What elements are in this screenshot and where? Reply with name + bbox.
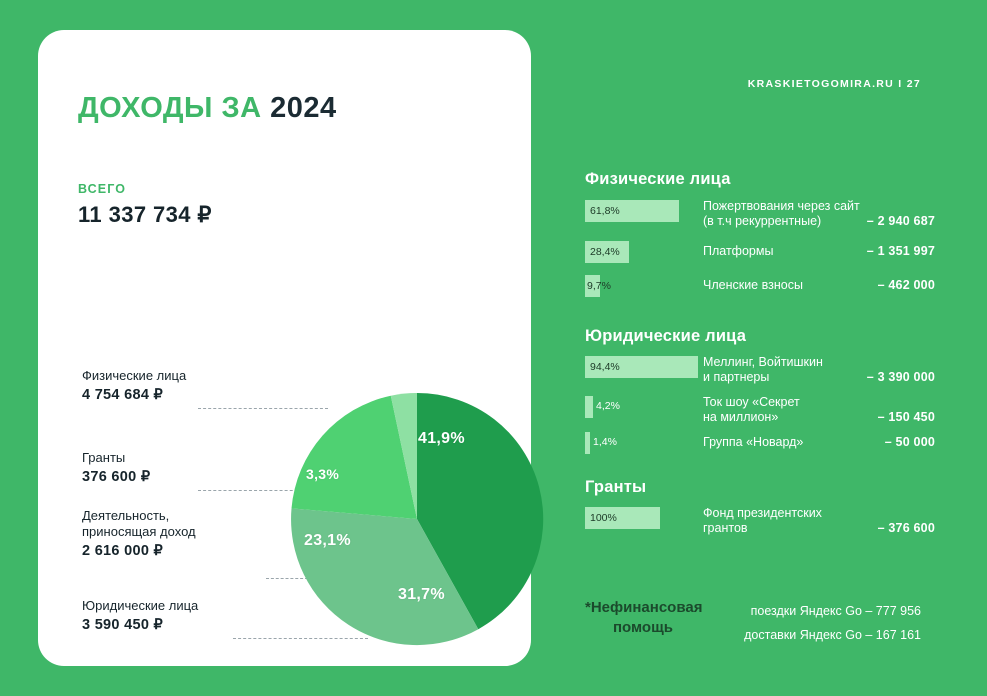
bar-amount: – 1 351 997 xyxy=(866,244,935,258)
footnote-title-line1: *Нефинансовая xyxy=(585,599,703,616)
legend-item-individuals xyxy=(82,368,312,403)
bar-amount: – 50 000 xyxy=(884,435,935,449)
section-title-grants: Гранты xyxy=(585,478,647,496)
bar-percent: 28,4% xyxy=(590,246,620,258)
section-title-individuals: Физические лица xyxy=(585,170,731,188)
bar-row xyxy=(585,241,935,267)
bar-percent: 4,2% xyxy=(596,400,620,412)
bar-label xyxy=(703,506,863,536)
legend-item-value: 2 616 000 ₽ xyxy=(82,543,164,559)
bar-fill xyxy=(585,200,679,222)
bar-fill xyxy=(585,396,593,418)
bar-percent: 9,7% xyxy=(587,280,611,292)
bar-row xyxy=(585,507,935,533)
pie-svg xyxy=(286,388,548,650)
legend-item-grants xyxy=(82,450,312,485)
legend-item-label: Физические лица xyxy=(82,368,187,383)
total-label: ВСЕГО xyxy=(78,182,127,196)
bar-row xyxy=(585,432,935,458)
bar-label: Членские взносы xyxy=(703,278,803,292)
bar-label-line1: Меллинг, Войтишкин xyxy=(703,355,823,369)
legend-item-label-2: приносящая доход xyxy=(82,524,196,539)
bar-amount: – 150 450 xyxy=(877,410,935,424)
bar-fill xyxy=(585,275,611,297)
pie-label-individuals: 41,9% xyxy=(418,430,465,447)
bar-label-line2: (в т.ч рекуррентные) xyxy=(703,214,822,228)
total-value: 11 337 734 ₽ xyxy=(78,202,212,227)
site-credit: KRASKIETOGOMIRA.RU I 27 xyxy=(747,78,921,90)
bar-label-line2: и партнеры xyxy=(703,370,770,384)
footnote-title-line2: помощь xyxy=(613,619,673,636)
bar-percent: 94,4% xyxy=(590,361,620,373)
bar-label: Группа «Новард» xyxy=(703,435,804,449)
bar-label-line1: Фонд президентских xyxy=(703,506,822,520)
bar-fill xyxy=(585,432,590,454)
legend-item-value: 376 600 ₽ xyxy=(82,469,151,485)
bar-label-line1: Пожертвования через сайт xyxy=(703,199,860,213)
bar-amount: – 2 940 687 xyxy=(866,214,935,228)
bar-fill xyxy=(585,241,629,263)
bar-amount: – 376 600 xyxy=(877,521,935,535)
section-title-legal: Юридические лица xyxy=(585,327,747,345)
bar-percent: 61,8% xyxy=(590,205,620,217)
bar-percent: 1,4% xyxy=(593,436,617,448)
footnote-row-trips: поездки Яндекс Go – 777 956 xyxy=(750,604,921,618)
bar-label xyxy=(703,355,863,385)
bar-fill xyxy=(585,356,698,378)
bar-label: Платформы xyxy=(703,244,774,258)
bar-label-line2: на миллион» xyxy=(703,410,779,424)
bar-label-line2: грантов xyxy=(703,521,748,535)
bar-row xyxy=(585,275,935,301)
legend-item-activity xyxy=(82,508,312,559)
page-title-year: 2024 xyxy=(270,92,337,124)
pie-label-legal: 31,7% xyxy=(398,586,445,603)
income-pie-chart xyxy=(286,388,548,650)
legend-item-label: Юридические лица xyxy=(82,598,199,613)
legend-item-value: 3 590 450 ₽ xyxy=(82,617,164,633)
bar-label xyxy=(703,199,863,229)
bar-fill xyxy=(585,507,660,529)
page-title xyxy=(78,92,337,125)
legend-item-label: Деятельность, xyxy=(82,508,170,523)
bar-row xyxy=(585,356,935,382)
legend-item-label: Гранты xyxy=(82,450,126,465)
pie-label-grants: 3,3% xyxy=(306,466,340,482)
bar-amount: – 462 000 xyxy=(877,278,935,292)
footnote-row-deliveries: доставки Яндекс Go – 167 161 xyxy=(744,628,921,642)
pie-label-activity: 23,1% xyxy=(304,532,351,549)
bar-row xyxy=(585,396,935,422)
bar-amount: – 3 390 000 xyxy=(866,370,935,384)
legend-item-legal xyxy=(82,598,312,633)
bar-label xyxy=(703,395,863,425)
legend-item-value: 4 754 684 ₽ xyxy=(82,387,164,403)
bar-percent: 100% xyxy=(590,512,617,524)
footnote-title xyxy=(585,598,725,638)
income-card xyxy=(38,30,531,666)
page-title-prefix: ДОХОДЫ ЗА xyxy=(78,92,262,124)
bar-label-line1: Ток шоу «Секрет xyxy=(703,395,800,409)
bar-row xyxy=(585,200,935,226)
